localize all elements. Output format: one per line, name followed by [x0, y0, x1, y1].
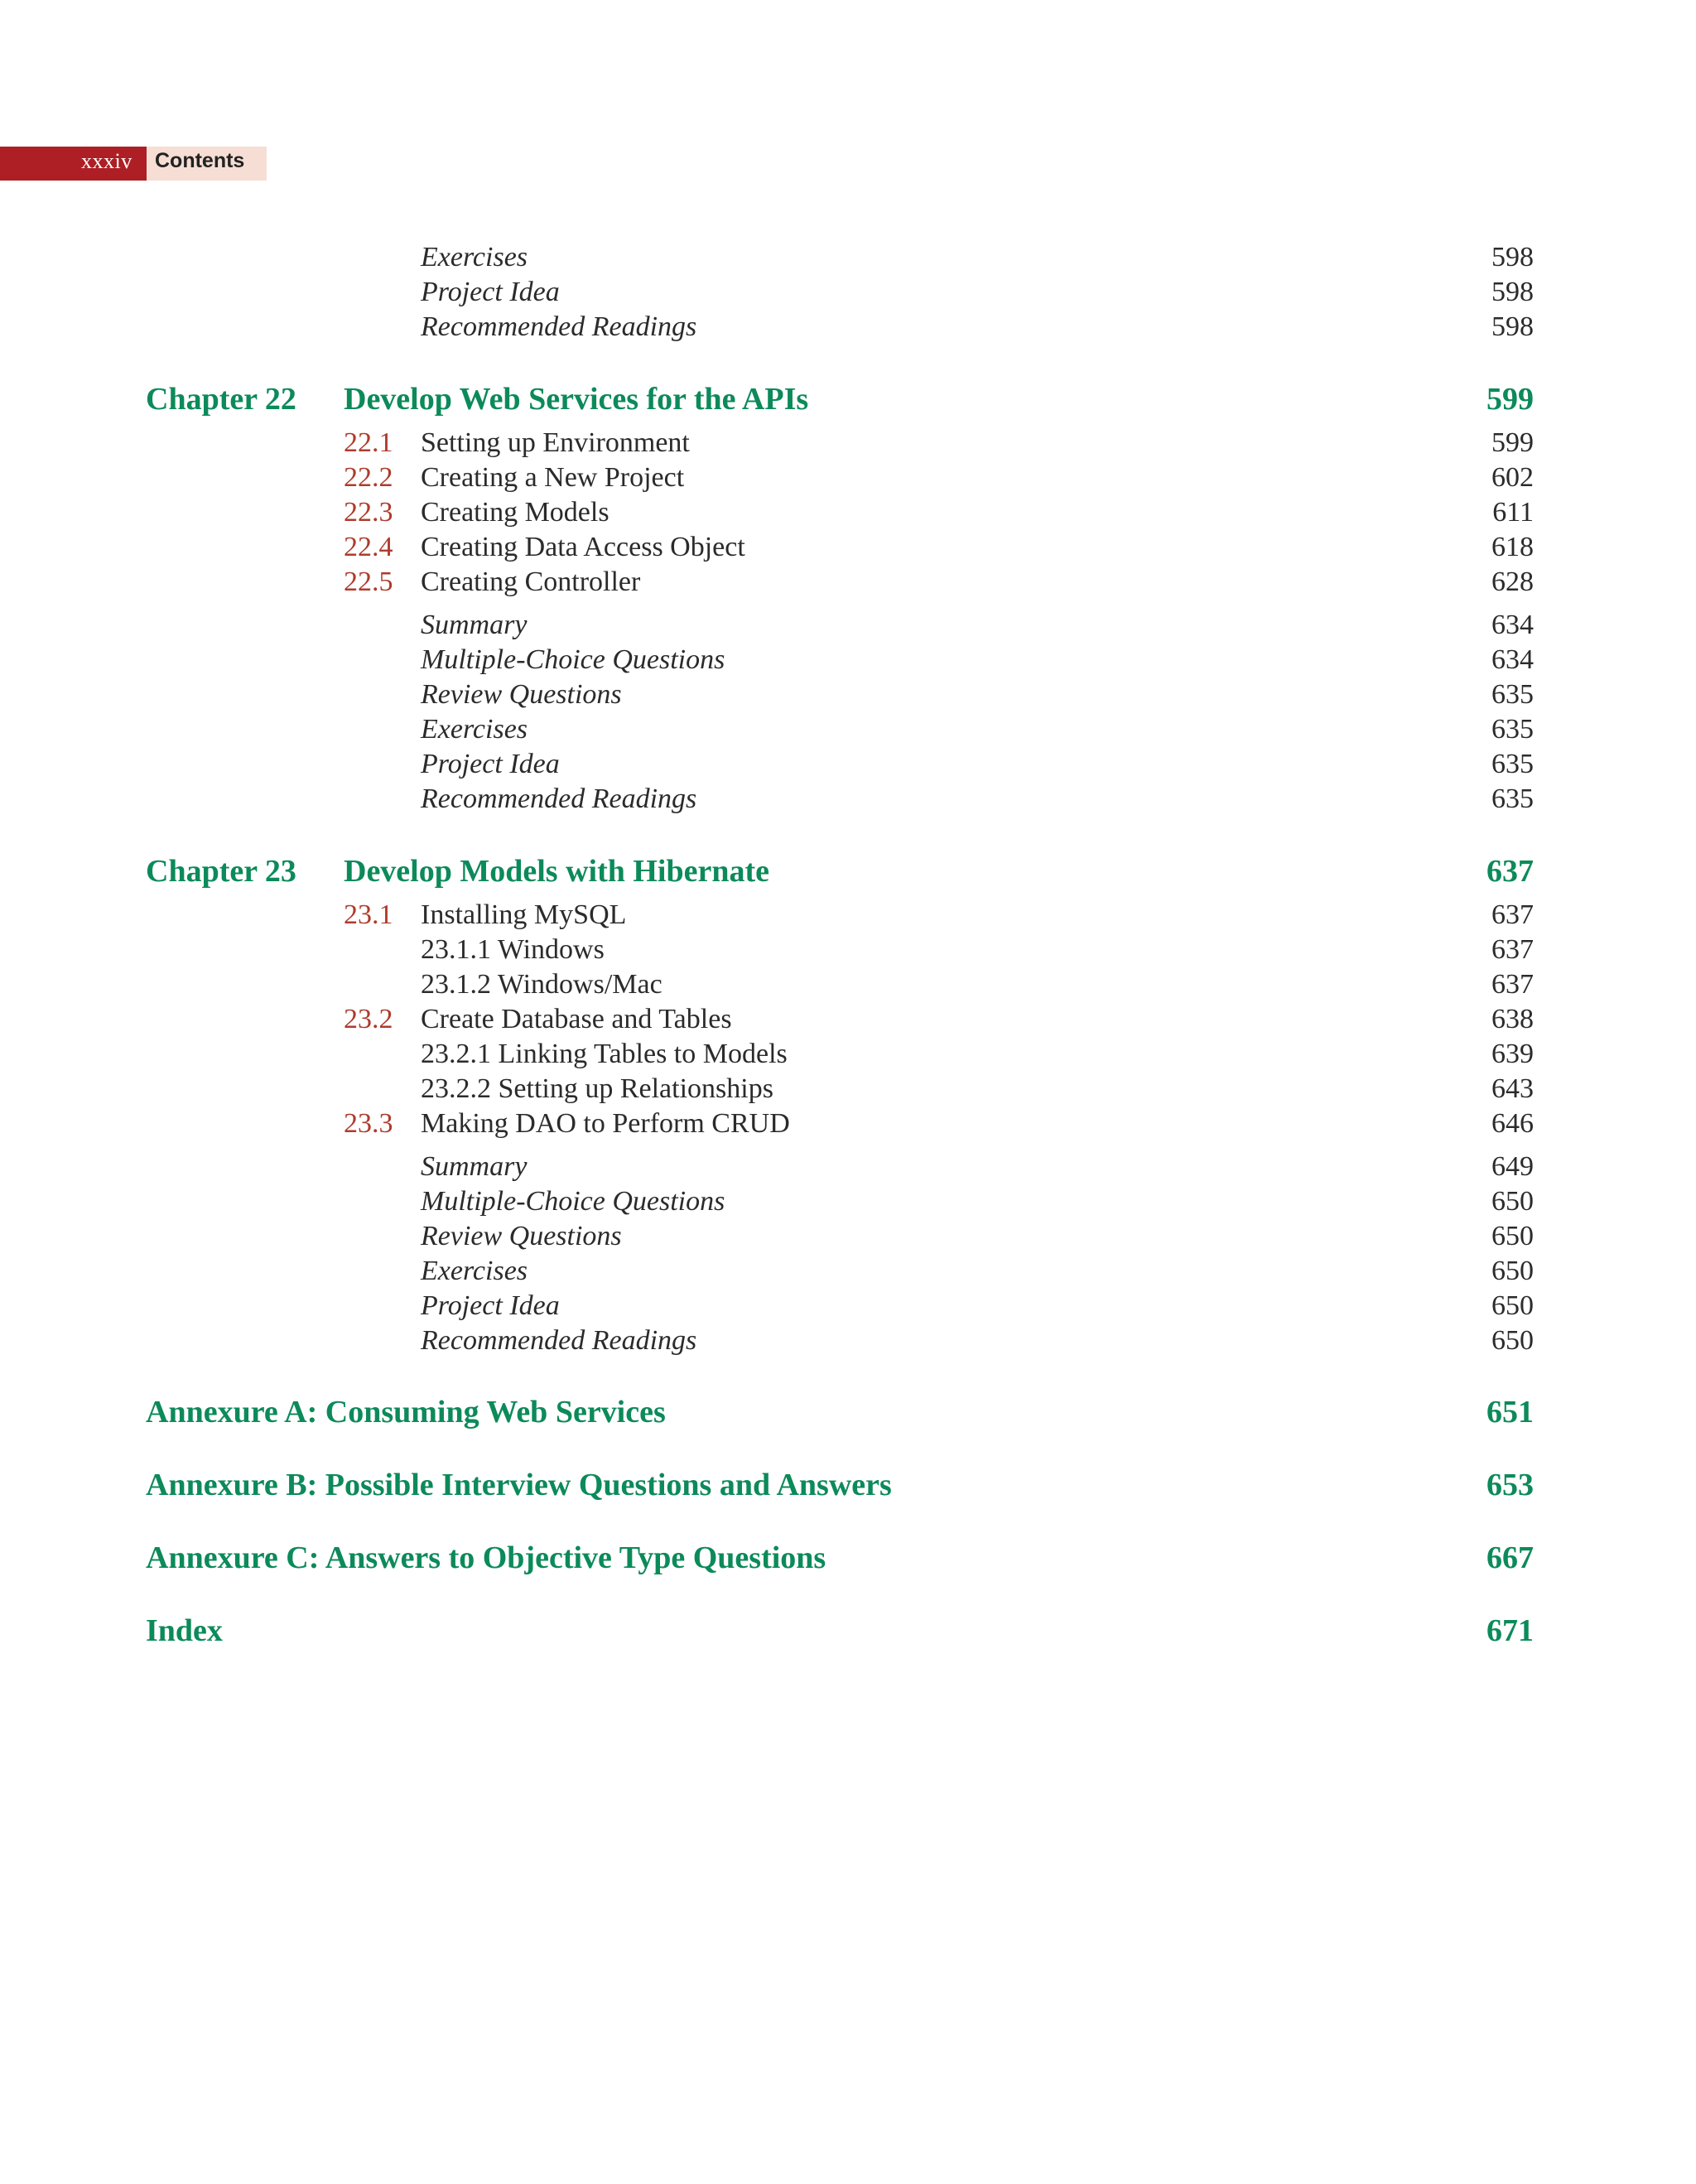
toc-entry-label: Review Questions	[421, 679, 622, 710]
toc-entry-label: Summary	[421, 1151, 528, 1182]
annexure-page: 651	[1486, 1395, 1534, 1429]
toc-entry	[0, 1185, 1696, 1218]
chapter-heading	[0, 379, 1696, 419]
section-page: 646	[1491, 1108, 1534, 1139]
toc-entry-label: Exercises	[421, 1256, 528, 1286]
toc-entry	[0, 1150, 1696, 1184]
toc-entry-page: 635	[1491, 714, 1534, 745]
annexure-heading	[0, 1392, 1696, 1432]
subsection-label: 23.1.2 Windows/Mac	[421, 969, 662, 1000]
section-page: 637	[1491, 899, 1534, 930]
toc-entry-page: 635	[1491, 679, 1534, 710]
toc-section	[0, 461, 1696, 494]
subsection-page: 639	[1491, 1039, 1534, 1069]
toc-entry	[0, 644, 1696, 677]
toc-entry-label: Exercises	[421, 714, 528, 745]
toc-entry-page: 650	[1491, 1186, 1534, 1217]
annexure-page: 653	[1486, 1468, 1534, 1502]
toc-entry-page: 650	[1491, 1256, 1534, 1286]
section-page: 602	[1491, 462, 1534, 493]
subsection-page: 637	[1491, 969, 1534, 1000]
toc-entry	[0, 783, 1696, 816]
toc-entry-page: 650	[1491, 1221, 1534, 1251]
toc-entry	[0, 1290, 1696, 1323]
annexure-title: Annexure A: Consuming Web Services	[146, 1395, 666, 1429]
section-label: Create Database and Tables	[421, 1004, 732, 1034]
index-page: 671	[1486, 1613, 1534, 1648]
section-number: 22.1	[344, 427, 393, 458]
toc-entry	[0, 311, 1696, 344]
toc-entry	[0, 1255, 1696, 1288]
toc-entry-page: 635	[1491, 749, 1534, 779]
subsection-page: 637	[1491, 934, 1534, 965]
chapter-page: 637	[1486, 854, 1534, 889]
section-number: 22.5	[344, 566, 393, 597]
annexure-heading	[0, 1465, 1696, 1505]
header-page-number: xxxiv	[81, 149, 132, 173]
toc-section	[0, 566, 1696, 599]
toc-entry-label: Summary	[421, 610, 528, 640]
toc-entry-label: Multiple-Choice Questions	[421, 644, 725, 675]
toc-subsection	[0, 968, 1696, 1001]
toc-section	[0, 1107, 1696, 1140]
section-page: 599	[1491, 427, 1534, 458]
section-page: 611	[1492, 497, 1534, 528]
section-label: Creating Controller	[421, 566, 641, 597]
section-page: 618	[1491, 532, 1534, 562]
toc-entry-label: Exercises	[421, 242, 528, 272]
toc-entry-label: Project Idea	[421, 277, 560, 307]
subsection-label: 23.2.1 Linking Tables to Models	[421, 1039, 788, 1069]
annexure-page: 667	[1486, 1540, 1534, 1575]
toc-entry-page: 650	[1491, 1290, 1534, 1321]
toc-section	[0, 427, 1696, 460]
section-number: 22.2	[344, 462, 393, 493]
toc-entry-page: 598	[1491, 242, 1534, 272]
index-title: Index	[146, 1613, 223, 1648]
index-heading	[0, 1611, 1696, 1651]
toc-entry	[0, 609, 1696, 642]
toc-entry-page: 634	[1491, 644, 1534, 675]
chapter-heading	[0, 851, 1696, 891]
chapter-label: Chapter 23	[146, 854, 296, 889]
toc-entry	[0, 276, 1696, 309]
toc-entry-label: Multiple-Choice Questions	[421, 1186, 725, 1217]
toc-entry-page: 634	[1491, 610, 1534, 640]
section-number: 22.3	[344, 497, 393, 528]
toc-entry-label: Recommended Readings	[421, 783, 697, 814]
toc-entry-page: 598	[1491, 311, 1534, 342]
toc-entry	[0, 241, 1696, 274]
toc-entry-label: Review Questions	[421, 1221, 622, 1251]
toc-entry-label: Recommended Readings	[421, 311, 697, 342]
toc-subsection	[0, 1038, 1696, 1071]
annexure-heading	[0, 1538, 1696, 1578]
section-page: 638	[1491, 1004, 1534, 1034]
toc-entry-label: Project Idea	[421, 1290, 560, 1321]
toc-entry-page: 635	[1491, 783, 1534, 814]
chapter-title: Develop Web Services for the APIs	[344, 382, 809, 417]
toc-subsection	[0, 933, 1696, 967]
toc-entry-label: Recommended Readings	[421, 1325, 697, 1356]
toc-section	[0, 899, 1696, 932]
section-label: Creating Data Access Object	[421, 532, 745, 562]
chapter-label: Chapter 22	[146, 382, 296, 417]
chapter-title: Develop Models with Hibernate	[344, 854, 770, 889]
section-label: Creating a New Project	[421, 462, 685, 493]
section-number: 23.3	[344, 1108, 393, 1139]
annexure-title: Annexure B: Possible Interview Questions and Answers	[146, 1468, 892, 1502]
section-label: Installing MySQL	[421, 899, 627, 930]
toc-entry	[0, 678, 1696, 711]
chapter-page: 599	[1486, 382, 1534, 417]
toc-section	[0, 496, 1696, 529]
subsection-label: 23.2.2 Setting up Relationships	[421, 1073, 773, 1104]
toc-section	[0, 531, 1696, 564]
toc-subsection	[0, 1073, 1696, 1106]
toc-entry-page: 598	[1491, 277, 1534, 307]
toc-entry-page: 649	[1491, 1151, 1534, 1182]
toc-entry-page: 650	[1491, 1325, 1534, 1356]
toc-entry	[0, 748, 1696, 781]
section-page: 628	[1491, 566, 1534, 597]
toc-section	[0, 1003, 1696, 1036]
subsection-page: 643	[1491, 1073, 1534, 1104]
section-number: 22.4	[344, 532, 393, 562]
section-number: 23.2	[344, 1004, 393, 1034]
toc-entry	[0, 713, 1696, 746]
section-label: Making DAO to Perform CRUD	[421, 1108, 790, 1139]
toc-entry	[0, 1324, 1696, 1357]
toc-entry-label: Project Idea	[421, 749, 560, 779]
subsection-label: 23.1.1 Windows	[421, 934, 605, 965]
header-section-title: Contents	[155, 149, 245, 172]
section-number: 23.1	[344, 899, 393, 930]
section-label: Creating Models	[421, 497, 610, 528]
section-label: Setting up Environment	[421, 427, 690, 458]
toc-entry	[0, 1220, 1696, 1253]
annexure-title: Annexure C: Answers to Objective Type Questions	[146, 1540, 826, 1575]
